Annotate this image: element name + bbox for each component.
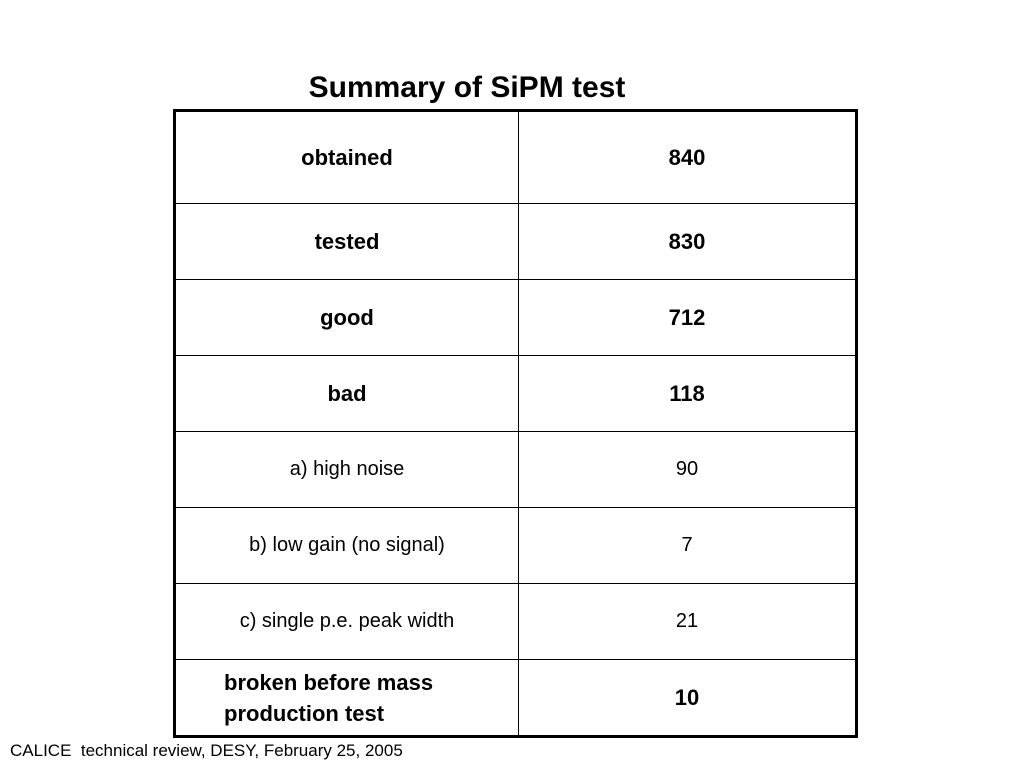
slide-title: Summary of SiPM test [308,71,626,104]
slide-footer: CALICE technical review, DESY, February 25, 2005 [10,741,403,760]
table-row [175,660,857,737]
table-row [175,432,857,508]
row-label: c) single p.e. peak width [175,584,519,660]
row-label: good [175,280,519,356]
row-value: 10 [519,660,857,737]
row-label: bad [175,356,519,432]
row-label: obtained [175,111,519,204]
row-label: b) low gain (no signal) [175,508,519,584]
table-row [175,508,857,584]
row-label: a) high noise [175,432,519,508]
row-value: 118 [519,356,857,432]
row-value: 840 [519,111,857,204]
table-row [175,356,857,432]
row-label [175,660,519,737]
row-label: tested [175,204,519,280]
table-row [175,111,857,204]
table-row [175,280,857,356]
summary-table [173,109,858,738]
row-value: 21 [519,584,857,660]
row-value: 712 [519,280,857,356]
row-label-line: broken before mass [224,669,434,695]
row-value: 90 [519,432,857,508]
row-value: 7 [519,508,857,584]
table-row [175,204,857,280]
table-row [175,584,857,660]
row-label-line: production test [224,700,385,726]
row-value: 830 [519,204,857,280]
